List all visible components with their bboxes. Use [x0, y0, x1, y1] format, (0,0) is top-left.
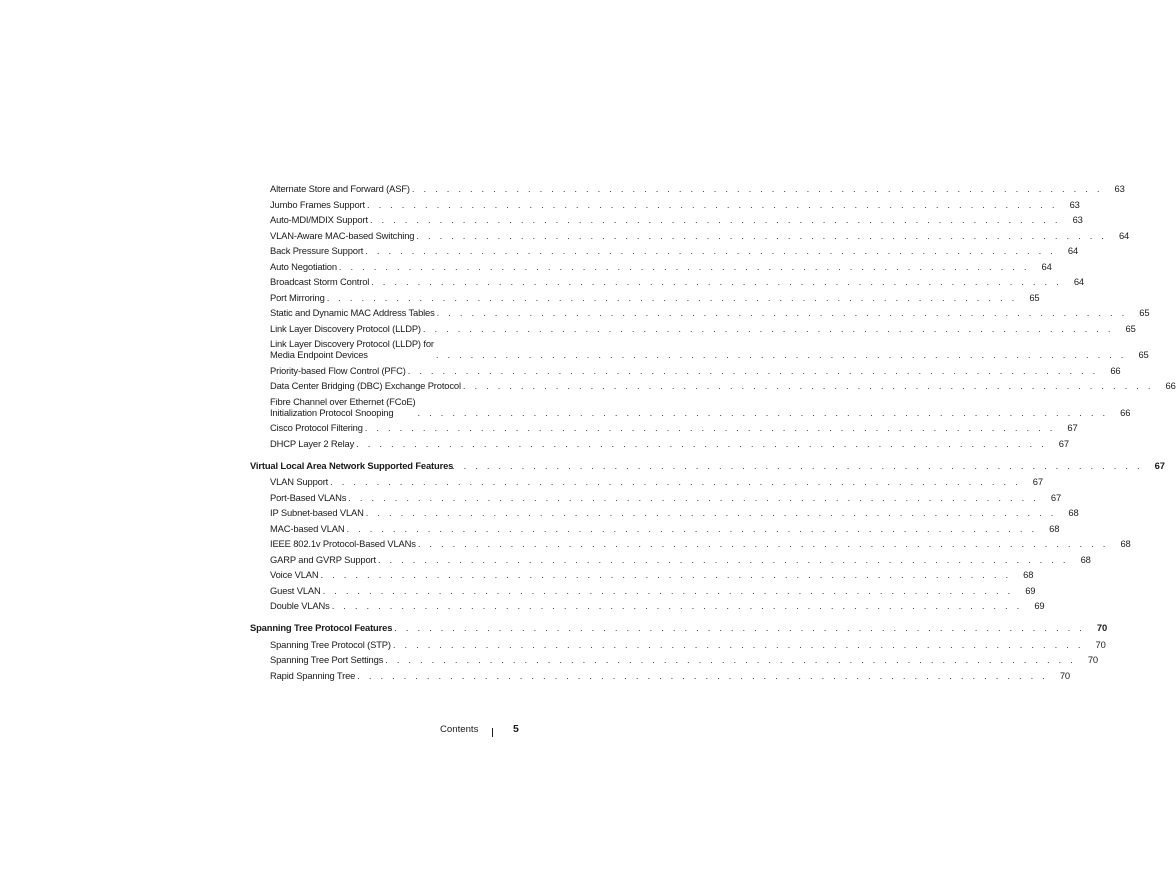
- toc-entry[interactable]: [250, 669, 1070, 681]
- toc-entry-title: [270, 214, 368, 225]
- toc-entry[interactable]: [250, 338, 1149, 360]
- toc-entry-page: 70: [1087, 654, 1098, 665]
- toc-entry-title-line: Fibre Channel over Ethernet (FCoE): [270, 395, 416, 407]
- toc-entry[interactable]: [250, 476, 1043, 487]
- toc-entry-title-line: Spanning Tree Protocol Features: [250, 622, 393, 633]
- toc-entry-title-line: VLAN Support: [270, 476, 329, 487]
- toc-entry-page: 66: [1110, 364, 1121, 376]
- toc-entry[interactable]: [250, 584, 1036, 596]
- toc-entry-page: 70: [1095, 638, 1106, 650]
- toc-entry-title-line: Virtual Local Area Network Supported Features: [250, 459, 454, 471]
- toc-entry[interactable]: [250, 553, 1091, 565]
- toc-entry-title: [270, 292, 325, 303]
- toc-entry[interactable]: [250, 395, 1131, 418]
- toc-entry-title: [250, 622, 392, 633]
- toc-entry-title-line: Double VLANs: [270, 600, 330, 611]
- dot-leader: . . . . . . . . . . . . . . . . . . . . . . . . . . . . . . . . . . . . . . . . . . . . . . . . . . . . . . . . . . . .: [416, 229, 1108, 241]
- toc-entry-page: 64: [1073, 276, 1084, 287]
- toc-entry-title-line: Port Mirroring: [270, 291, 325, 303]
- toc-entry[interactable]: [250, 276, 1084, 287]
- toc-entry-page: 68: [1120, 538, 1131, 549]
- toc-entry-title: [270, 183, 410, 194]
- toc-entry[interactable]: [250, 538, 1131, 549]
- toc-entry-title-line: Broadcast Storm Control: [270, 276, 370, 287]
- dot-leader: . . . . . . . . . . . . . . . . . . . . . . . . . . . . . . . . . . . . . . . . . . . . . . . . . . . . . . . . . . . .: [371, 276, 1062, 287]
- toc-entry[interactable]: [250, 380, 1176, 391]
- toc-entry-title-line: GARP and GVRP Support: [270, 553, 376, 565]
- dot-leader: . . . . . . . . . . . . . . . . . . . . . . . . . . . . . . . . . . . . . . . . . . . . . . . . . . . . . . . . . . . .: [346, 522, 1038, 534]
- toc-entry-title: [270, 569, 319, 580]
- toc-entry-title-line: Port-Based VLANs: [270, 491, 347, 503]
- toc-entry-title: [270, 307, 435, 318]
- toc-entry-page: 67: [1154, 459, 1165, 471]
- toc-entry[interactable]: [250, 638, 1106, 650]
- toc-entry-page: 67: [1050, 491, 1062, 503]
- toc-section-entry[interactable]: [250, 622, 1108, 633]
- toc-entry[interactable]: [250, 260, 1052, 272]
- toc-entry[interactable]: [250, 422, 1078, 433]
- dot-leader: . . . . . . . . . . . . . . . . . . . . . . . . . . . . . . . . . . . . . . . . . . . . . . . . . . . . . . . . . . . .: [356, 437, 1047, 449]
- toc-entry-title-line: Voice VLAN: [270, 569, 319, 580]
- dot-leader: . . . . . . . . . . . . . . . . . . . . . . . . . . . . . . . . . . . . . . . . . . . . . . . . . . . . . . . . . . . .: [357, 669, 1048, 681]
- footer-separator: [492, 728, 493, 737]
- dot-leader: . . . . . . . . . . . . . . . . . . . . . . . . . . . . . . . . . . . . . . . . . . . . . . . . . . . . . . . . . . . .: [331, 600, 1023, 611]
- dot-leader: . . . . . . . . . . . . . . . . . . . . . . . . . . . . . . . . . . . . . . . . . . . . . . . . . . . . . . . . . . . .: [436, 307, 1128, 318]
- toc-entry-title: [270, 585, 321, 596]
- toc-entry[interactable]: [250, 364, 1121, 376]
- dot-leader: . . . . . . . . . . . . . . . . . . . . . . . . . . . . . . . . . . . . . . . . . . . . . . . . . . . . . . . . . . . .: [377, 553, 1069, 565]
- dot-leader: . . . . . . . . . . . . . . . . . . . . . . . . . . . . . . . . . . . . . . . . . . . . . . . . . . . . . . . . . . . .: [348, 491, 1040, 503]
- toc-entry[interactable]: [250, 307, 1150, 318]
- toc-entry-title-line: Cisco Protocol Filtering: [270, 422, 363, 433]
- toc-entry-title-line: Guest VLAN: [270, 584, 321, 596]
- toc-entry-page: 68: [1023, 569, 1034, 580]
- toc-entry-title: [270, 438, 354, 449]
- dot-leader: . . . . . . . . . . . . . . . . . . . . . . . . . . . . . . . . . . . . . . . . . . . . . . . . . . . . . . . . . . . .: [366, 198, 1058, 210]
- toc-entry-title-line: IEEE 802.1v Protocol-Based VLANs: [270, 538, 416, 549]
- toc-entry-title: [270, 365, 406, 376]
- dot-leader: . . . . . . . . . . . . . . . . . . . . . . . . . . . . . . . . . . . . . . . . . . . . . . . . . . . . . . . . . . . .: [338, 260, 1030, 272]
- dot-leader: . . . . . . . . . . . . . . . . . . . . . . . . . . . . . . . . . . . . . . . . . . . . . . . . . . . . . . . . . . . .: [452, 459, 1143, 471]
- toc-entry-title: [270, 396, 416, 418]
- toc-entry-title: [270, 670, 355, 681]
- toc-entry-title: [270, 523, 345, 534]
- toc-entry[interactable]: [250, 245, 1079, 256]
- toc-entry-page: 63: [1114, 183, 1125, 194]
- toc-entry-title: [270, 600, 330, 611]
- toc-entry-title: [270, 492, 346, 503]
- dot-leader: . . . . . . . . . . . . . . . . . . . . . . . . . . . . . . . . . . . . . . . . . . . . . . . . . . . . . . . . . . . .: [322, 584, 1014, 596]
- toc-entry[interactable]: [250, 522, 1060, 534]
- toc-entry-page: 67: [1032, 476, 1043, 487]
- page-number: 5: [513, 723, 519, 735]
- toc-entry[interactable]: [250, 291, 1040, 303]
- toc-entry-title-line: Priority-based Flow Control (PFC): [270, 364, 406, 376]
- dot-leader: . . . . . . . . . . . . . . . . . . . . . . . . . . . . . . . . . . . . . . . . . . . . . . . . . . . . . . . . . . . .: [462, 380, 1154, 391]
- dot-leader: . . . . . . . . . . . . . . . . . . . . . . . . . . . . . . . . . . . . . . . . . . . . . . . . . . . . . . . . . . . .: [417, 406, 1109, 418]
- toc-entry-title-line: Media Endpoint Devices: [270, 349, 368, 360]
- toc-section-entry[interactable]: [250, 459, 1165, 471]
- toc-entry-title-line: Spanning Tree Protocol (STP): [270, 638, 391, 650]
- toc-entry-title: [270, 654, 383, 665]
- toc-entry-page: 69: [1034, 600, 1045, 611]
- toc-entry-title: [270, 276, 369, 287]
- toc-entry-title-line: Jumbo Frames Support: [270, 198, 365, 210]
- toc-entry-title: [270, 199, 365, 210]
- toc-entry-title-line: IP Subnet-based VLAN: [270, 507, 364, 518]
- dot-leader: . . . . . . . . . . . . . . . . . . . . . . . . . . . . . . . . . . . . . . . . . . . . . . . . . . . . . . . . . . . .: [330, 476, 1021, 487]
- toc-entry-page: 66: [1165, 380, 1176, 391]
- table-of-contents: [250, 183, 1176, 681]
- dot-leader: . . . . . . . . . . . . . . . . . . . . . . . . . . . . . . . . . . . . . . . . . . . . . . . . . . . . . . . . . . . .: [394, 622, 1086, 633]
- toc-entry[interactable]: [250, 322, 1136, 334]
- dot-leader: . . . . . . . . . . . . . . . . . . . . . . . . . . . . . . . . . . . . . . . . . . . . . . . . . . . . . . . . . . . .: [385, 654, 1076, 665]
- toc-entry-title: [270, 380, 461, 391]
- toc-entry-page: 64: [1041, 260, 1052, 272]
- toc-entry-title-line: MAC-based VLAN: [270, 522, 345, 534]
- toc-entry[interactable]: [250, 437, 1069, 449]
- toc-entry-title-line: Link Layer Discovery Protocol (LLDP): [270, 322, 421, 334]
- toc-entry-page: 63: [1072, 214, 1083, 225]
- dot-leader: . . . . . . . . . . . . . . . . . . . . . . . . . . . . . . . . . . . . . . . . . . . . . . . . . . . . . . . . . . . .: [364, 422, 1056, 433]
- toc-entry-page: 65: [1139, 307, 1150, 318]
- toc-entry-title: [270, 261, 337, 272]
- toc-entry-page: 65: [1138, 349, 1149, 360]
- toc-entry-title: [270, 639, 391, 650]
- toc-entry-page: 70: [1059, 669, 1070, 681]
- toc-entry-title-line: VLAN-Aware MAC-based Switching: [270, 229, 415, 241]
- dot-leader: . . . . . . . . . . . . . . . . . . . . . . . . . . . . . . . . . . . . . . . . . . . . . . . . . . . . . . . . . . . .: [369, 214, 1061, 225]
- dot-leader: . . . . . . . . . . . . . . . . . . . . . . . . . . . . . . . . . . . . . . . . . . . . . . . . . . . . . . . . . . . .: [326, 291, 1018, 303]
- dot-leader: . . . . . . . . . . . . . . . . . . . . . . . . . . . . . . . . . . . . . . . . . . . . . . . . . . . . . . . . . . . .: [411, 183, 1103, 194]
- toc-entry-page: 70: [1096, 622, 1108, 633]
- toc-entry-page: 64: [1067, 245, 1079, 256]
- dot-leader: . . . . . . . . . . . . . . . . . . . . . . . . . . . . . . . . . . . . . . . . . . . . . . . . . . . . . . . . . . . .: [320, 569, 1012, 580]
- toc-entry[interactable]: [250, 569, 1034, 580]
- dot-leader: . . . . . . . . . . . . . . . . . . . . . . . . . . . . . . . . . . . . . . . . . . . . . . . . . . . . . . . . . . . .: [435, 349, 1127, 360]
- toc-entry[interactable]: [250, 600, 1045, 611]
- toc-entry-title: [270, 323, 421, 334]
- toc-entry-page: 68: [1068, 507, 1079, 518]
- toc-entry-page: 63: [1069, 198, 1080, 210]
- toc-entry-page: 69: [1025, 584, 1036, 596]
- dot-leader: . . . . . . . . . . . . . . . . . . . . . . . . . . . . . . . . . . . . . . . . . . . . . . . . . . . . . . . . . . . .: [365, 245, 1057, 256]
- toc-entry-title: [270, 422, 363, 433]
- toc-entry-page: 66: [1120, 406, 1131, 418]
- toc-entry-title: [270, 245, 363, 256]
- toc-entry-title-line: Rapid Spanning Tree: [270, 669, 356, 681]
- toc-entry-title-line: Auto Negotiation: [270, 260, 337, 272]
- toc-entry-page: 68: [1080, 553, 1091, 565]
- toc-entry-page: 68: [1049, 522, 1060, 534]
- dot-leader: . . . . . . . . . . . . . . . . . . . . . . . . . . . . . . . . . . . . . . . . . . . . . . . . . . . . . . . . . . . .: [422, 322, 1114, 334]
- toc-entry-title-line: Auto-MDI/MDIX Support: [270, 214, 368, 225]
- footer-label: Contents: [440, 724, 479, 735]
- toc-entry-title-line: Spanning Tree Port Settings: [270, 654, 384, 665]
- toc-entry-title: [270, 507, 364, 518]
- toc-entry[interactable]: [250, 183, 1125, 194]
- toc-entry[interactable]: [250, 654, 1098, 665]
- toc-entry-title: [270, 554, 376, 565]
- toc-entry-title: [270, 538, 416, 549]
- toc-entry-title: [270, 230, 414, 241]
- toc-entry-page: 67: [1058, 437, 1069, 449]
- toc-entry-title-line: Back Pressure Support: [270, 245, 364, 256]
- toc-entry-page: 67: [1067, 422, 1078, 433]
- toc-entry-title-line: Alternate Store and Forward (ASF): [270, 183, 410, 194]
- toc-entry-title-line: Static and Dynamic MAC Address Tables: [270, 307, 435, 318]
- toc-entry-title-line: DHCP Layer 2 Relay: [270, 437, 355, 449]
- toc-entry-page: 65: [1125, 322, 1136, 334]
- dot-leader: . . . . . . . . . . . . . . . . . . . . . . . . . . . . . . . . . . . . . . . . . . . . . . . . . . . . . . . . . . . .: [365, 507, 1057, 518]
- toc-entry-title-line: Link Layer Discovery Protocol (LLDP) for: [270, 338, 434, 349]
- toc-entry-page: 64: [1118, 229, 1130, 241]
- toc-entry[interactable]: [250, 491, 1062, 503]
- toc-entry[interactable]: [250, 507, 1079, 518]
- toc-entry[interactable]: [250, 198, 1080, 210]
- toc-entry-page: 65: [1029, 291, 1040, 303]
- toc-entry[interactable]: [250, 214, 1083, 225]
- toc-entry[interactable]: [250, 229, 1130, 241]
- toc-entry-title: [270, 338, 434, 360]
- toc-entry-title-line: Data Center Bridging (DBC) Exchange Protocol: [270, 380, 461, 391]
- toc-entry-title: [270, 476, 328, 487]
- toc-entry-title: [250, 459, 454, 471]
- toc-entry-title-line: Initialization Protocol Snooping: [270, 406, 394, 418]
- dot-leader: . . . . . . . . . . . . . . . . . . . . . . . . . . . . . . . . . . . . . . . . . . . . . . . . . . . . . . . . . . . .: [407, 364, 1099, 376]
- dot-leader: . . . . . . . . . . . . . . . . . . . . . . . . . . . . . . . . . . . . . . . . . . . . . . . . . . . . . . . . . . . .: [417, 538, 1109, 549]
- dot-leader: . . . . . . . . . . . . . . . . . . . . . . . . . . . . . . . . . . . . . . . . . . . . . . . . . . . . . . . . . . . .: [392, 638, 1084, 650]
